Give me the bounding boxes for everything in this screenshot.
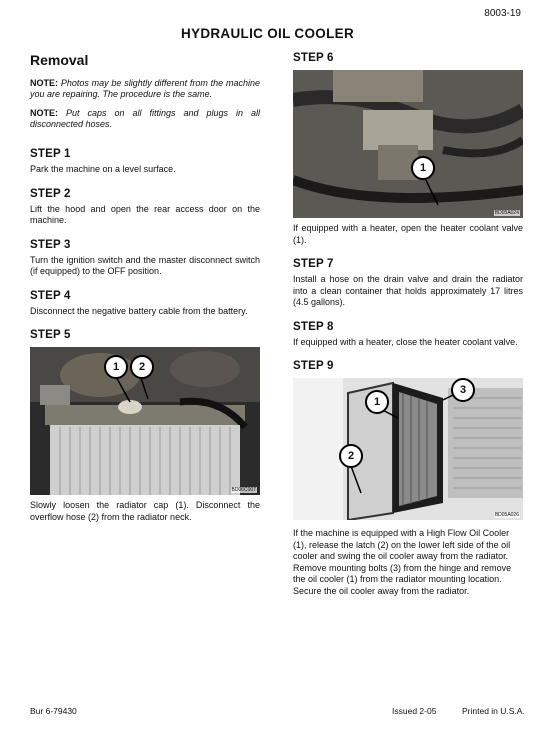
step-9 — [293, 360, 523, 597]
step-2-title: STEP 2 — [30, 187, 71, 200]
right-column — [293, 52, 523, 609]
step-4-text: Disconnect the negative battery cable from the battery. — [30, 305, 248, 316]
step-5-title: STEP 5 — [30, 329, 71, 341]
step-3-title: STEP 3 — [30, 238, 71, 251]
step-8 — [293, 321, 523, 349]
left-column — [30, 52, 260, 535]
step-1-title: STEP 1 — [30, 148, 71, 160]
callout-2: 2 — [339, 444, 363, 468]
callout-1: 1 — [411, 156, 435, 180]
photo-code: BD05A024 — [494, 210, 519, 216]
callout-2: 2 — [130, 355, 154, 379]
step-8-title: STEP 8 — [293, 320, 334, 333]
step-7 — [293, 258, 523, 309]
step-5-text: Slowly loosen the radiator cap (1). Disconnect the overflow hose (2) from the radiator neck. — [30, 500, 260, 522]
page-number: 8003-19 — [484, 8, 521, 19]
heater-valve-illustration — [293, 70, 523, 218]
photo-code: BD05A026 — [494, 512, 519, 518]
footer-doc-number: Bur 6-79430 — [30, 706, 77, 716]
callout-3: 3 — [451, 378, 475, 402]
step-9-title: STEP 9 — [293, 360, 334, 372]
callout-1: 1 — [104, 355, 128, 379]
step-7-title: STEP 7 — [293, 258, 334, 270]
oil-cooler-illustration — [293, 378, 523, 520]
callout-1: 1 — [365, 390, 389, 414]
note-1-label: NOTE: — [30, 78, 58, 88]
oil-cooler-photo — [293, 378, 523, 520]
step-4 — [30, 290, 260, 318]
note-2 — [30, 108, 260, 130]
note-2-label: NOTE: — [30, 108, 58, 118]
step-4-title: STEP 4 — [30, 289, 71, 302]
step-6-title: STEP 6 — [293, 52, 334, 64]
step-7-text: Install a hose on the drain valve and drain the radiator into a clean container that holds approximately 17 litres (4.5 gallons). — [293, 274, 523, 307]
footer-printed: Printed in U.S.A. — [462, 706, 525, 716]
step-6-text: If equipped with a heater, open the heater coolant valve (1). — [293, 223, 523, 245]
step-2-text: Lift the hood and open the rear access door on the machine. — [30, 203, 260, 225]
heater-valve-photo — [293, 70, 523, 218]
radiator-photo — [30, 347, 260, 495]
step-9-text: If the machine is equipped with a High Flow Oil Cooler (1), release the latch (2) on the lower left side of the oil cooler and swing the oil cooler away from the radiator. Remove mounting bolts (3) from the hinge and remove the oil cooler (1) from the radiator mounting location. Secure the oil cooler away from the radiator. — [293, 528, 512, 596]
step-6 — [293, 52, 523, 246]
step-2 — [30, 188, 260, 227]
note-2-text: Put caps on all fittings and plugs in all disconnected hoses. — [30, 108, 260, 129]
step-1-text: Park the machine on a level surface. — [30, 164, 176, 174]
step-3-text: Turn the ignition switch and the master disconnect switch (if equipped) to the OFF position. — [30, 254, 260, 276]
note-1-text: Photos may be slightly different from the machine you are repairing. The procedure is the same. — [30, 78, 260, 99]
step-1 — [30, 148, 260, 176]
photo-code: BD06C007 — [231, 487, 256, 493]
section-title: Removal — [30, 52, 89, 68]
step-3 — [30, 239, 260, 278]
page-title: HYDRAULIC OIL COOLER — [180, 26, 354, 41]
step-8-text: If equipped with a heater, close the heater coolant valve. — [293, 336, 518, 347]
note-1 — [30, 78, 260, 100]
step-5 — [30, 329, 260, 523]
footer-issued: Issued 2-05 — [392, 706, 437, 716]
